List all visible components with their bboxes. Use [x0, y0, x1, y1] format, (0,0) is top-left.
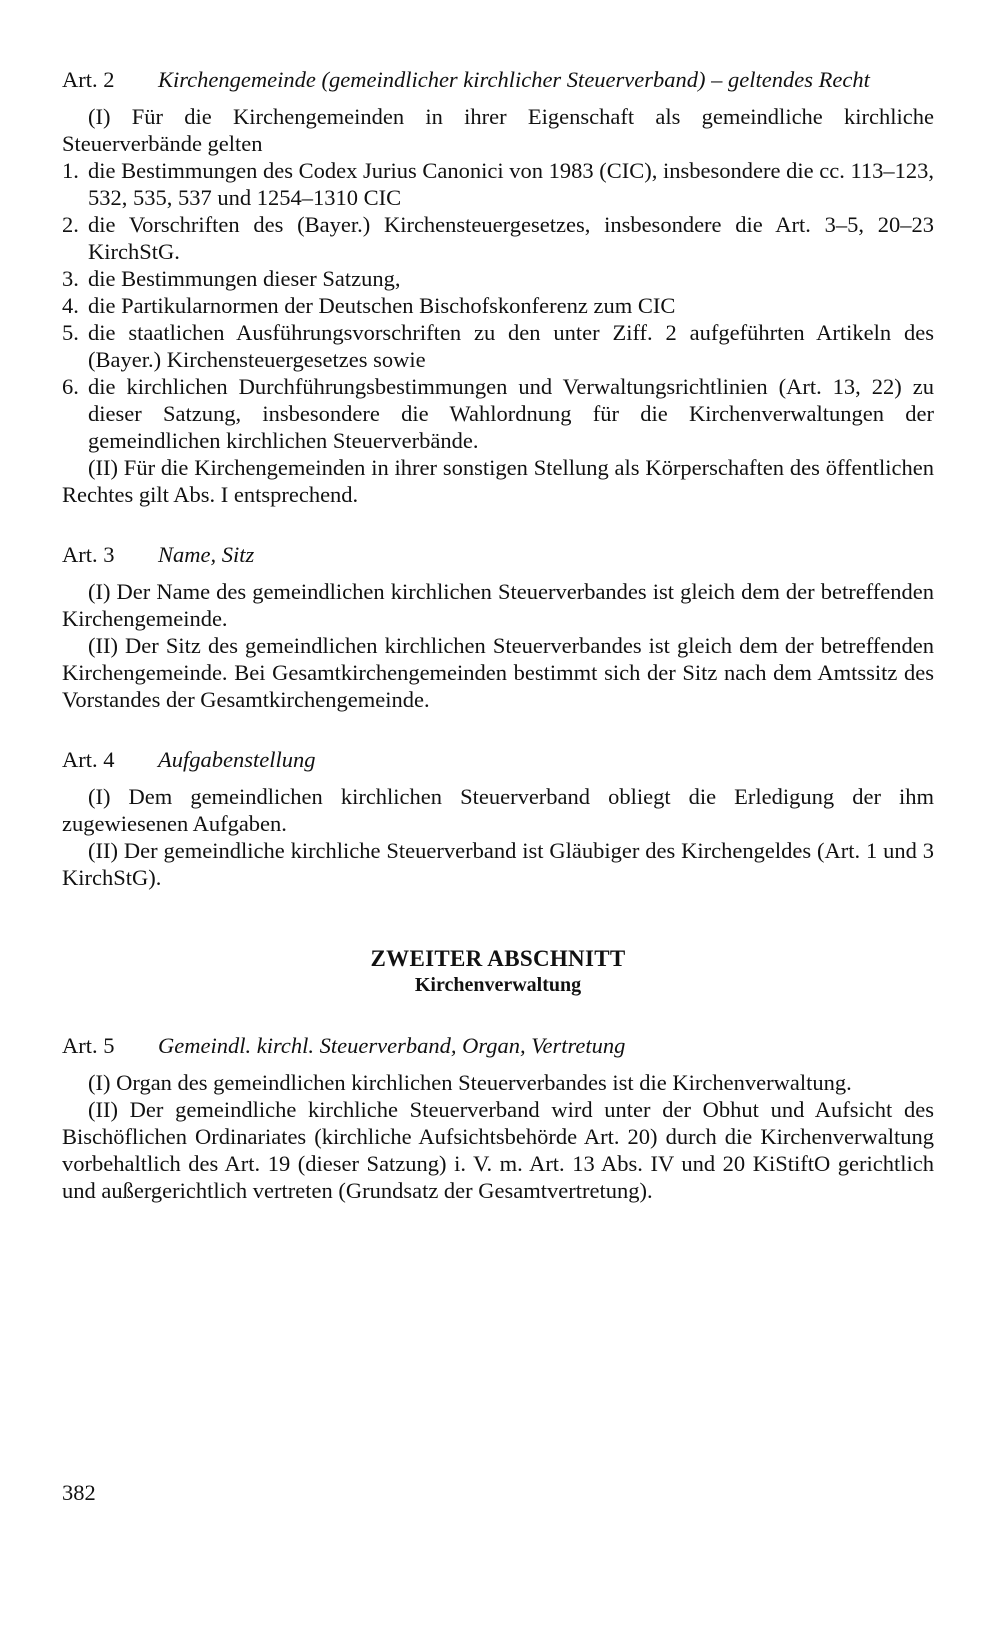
art3-paragraph-2: (II) Der Sitz des gemeindlichen kirchlichen Steuerverbandes ist gleich dem der betreffenden Kirchengemeinde. Bei Gesamtkirchengemeinden bestimmt sich der Sitz nach dem Amtssitz des Vorstandes der Gesamtkirchengemeinde. [62, 633, 934, 712]
art5-heading [62, 1032, 934, 1059]
art3-heading [62, 541, 934, 568]
section-subtitle: Kirchenverwaltung [414, 974, 582, 996]
art4-paragraph-1: (I) Dem gemeindlichen kirchlichen Steuerverband obliegt die Erledigung der ihm zugewiesenen Aufgaben. [62, 784, 934, 836]
art2-list-item: 3. die Bestimmungen dieser Satzung, [62, 266, 401, 291]
art5-title: Gemeindl. kirchl. Steuerverband, Organ, Vertretung [158, 1033, 626, 1058]
art4-number: Art. 4 [62, 747, 115, 772]
art3-title: Name, Sitz [158, 542, 255, 567]
art3-number: Art. 3 [62, 542, 115, 567]
art2-list-item: 6. die kirchlichen Durchführungsbestimmungen und Verwaltungsrichtlinien (Art. 13, 22) zu dieser Satzung, insbesondere die Wahlordnung für die Kirchenverwaltungen der gemeindlichen kirchlichen Steuerverbände. [62, 374, 934, 453]
art2-list-item: 5. die staatlichen Ausführungsvorschriften zu den unter Ziff. 2 aufgeführten Artikeln des (Bayer.) Kirchensteuergesetzes sowie [62, 320, 934, 372]
art5-paragraph-2: (II) Der gemeindliche kirchliche Steuerverband wird unter der Obhut und Aufsicht des Bischöflichen Ordinariates (kirchliche Aufsichtsbehörde Art. 20) durch die Kirchenverwaltung vorbehaltlich des Art. 19 (dieser Satzung) i. V. m. Art. 13 Abs. IV und 20 KiStiftO gerichtlich und außergerichtlich vertreten (Grundsatz der Gesamtvertretung). [62, 1097, 934, 1203]
art2-heading [62, 66, 934, 93]
art2-title: Kirchengemeinde (gemeindlicher kirchlicher Steuerverband) – geltendes Recht [158, 67, 870, 92]
art4-paragraph-2: (II) Der gemeindliche kirchliche Steuerverband ist Gläubiger des Kirchengeldes (Art. 1 und 3 KirchStG). [62, 838, 934, 890]
section-title: ZWEITER ABSCHNITT [370, 946, 626, 971]
art2-list-item: 4. die Partikularnormen der Deutschen Bischofskonferenz zum CIC [62, 293, 676, 318]
document-page [62, 66, 934, 1204]
art5-number: Art. 5 [62, 1033, 115, 1058]
art2-list-item: 2. die Vorschriften des (Bayer.) Kirchensteuergesetzes, insbesondere die Art. 3–5, 20–23 KirchStG. [62, 212, 934, 264]
art2-number: Art. 2 [62, 67, 115, 92]
art3-paragraph-1: (I) Der Name des gemeindlichen kirchlichen Steuerverbandes ist gleich dem der betreffenden Kirchengemeinde. [62, 579, 934, 631]
art4-heading [62, 746, 934, 773]
art2-paragraph-1: (I) Für die Kirchengemeinden in ihrer Eigenschaft als gemeindliche kirchliche Steuerverbände gelten [62, 104, 934, 156]
art4-title: Aufgabenstellung [158, 747, 316, 772]
art5-paragraph-1: (I) Organ des gemeindlichen kirchlichen Steuerverbandes ist die Kirchenverwaltung. [88, 1070, 852, 1095]
art2-paragraph-2: (II) Für die Kirchengemeinden in ihrer sonstigen Stellung als Körperschaften des öffentlichen Rechtes gilt Abs. I entsprechend. [62, 455, 934, 507]
section-heading [62, 945, 934, 999]
page-number: 382 [62, 1480, 96, 1505]
art2-list-item: 1. die Bestimmungen des Codex Jurius Canonici von 1983 (CIC), insbesondere die cc. 113–123, 532, 535, 537 und 1254–1310 CIC [62, 158, 934, 210]
